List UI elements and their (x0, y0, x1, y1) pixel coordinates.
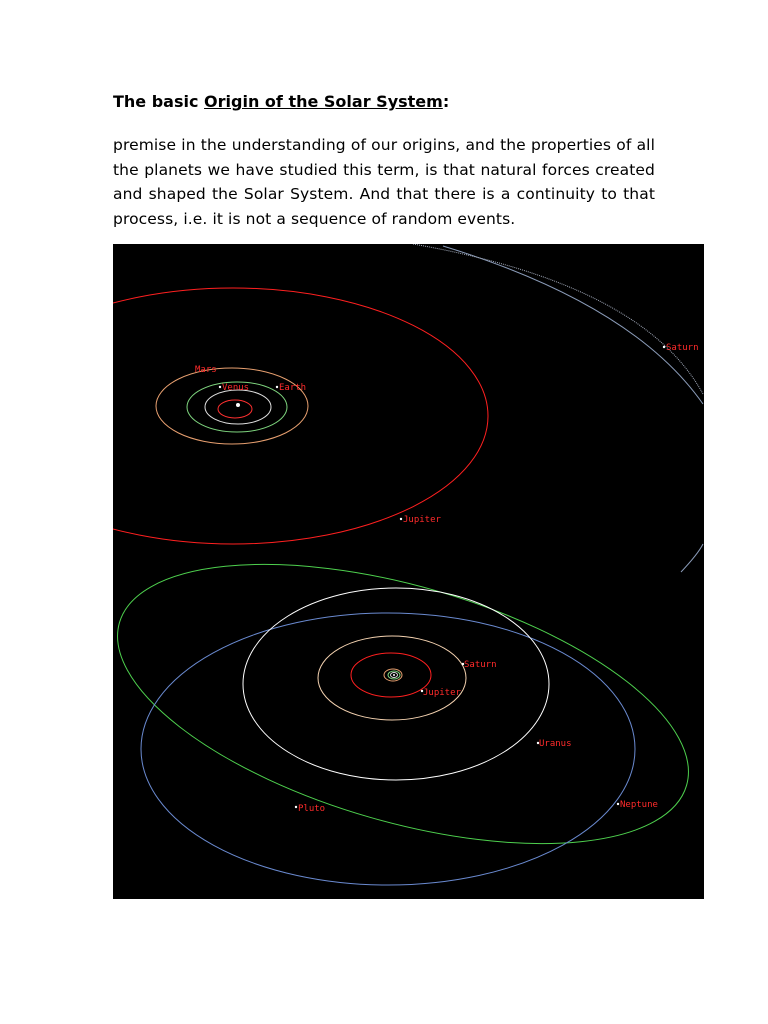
label-jupiter-upper: Jupiter (403, 515, 441, 525)
venus-dot-upper (219, 386, 221, 388)
jupiter-orbit-upper (113, 288, 488, 544)
neptune-orbit (141, 613, 635, 885)
heading-suffix: : (442, 92, 450, 111)
label-mars-upper: Mars (195, 365, 217, 375)
label-earth-upper: Earth (279, 383, 307, 393)
label-saturn-upper: Saturn (666, 343, 699, 353)
sun-lower (393, 674, 395, 676)
label-jupiter-lower: Jupiter (423, 688, 461, 698)
label-saturn-lower: Saturn (464, 660, 497, 670)
saturn-orbit-upper-arc (413, 244, 703, 394)
saturn-dot-upper (663, 346, 665, 348)
mars-orbit-upper (156, 368, 308, 444)
saturn-orbit-lower (318, 636, 466, 720)
page-heading (113, 92, 449, 111)
pluto-orbit (113, 509, 704, 898)
heading-link[interactable]: Origin of the Solar System (204, 92, 443, 111)
label-uranus: Uranus (539, 739, 572, 749)
uranus-orbit (243, 588, 549, 780)
pluto-dot (295, 806, 297, 808)
label-venus-upper: Venus (222, 383, 250, 393)
label-neptune: Neptune (620, 800, 658, 810)
label-pluto: Pluto (298, 804, 326, 814)
sun-upper (236, 403, 240, 407)
heading-prefix: The basic (113, 92, 205, 111)
outer-system-view (113, 509, 704, 898)
orbit-diagram-svg (113, 244, 704, 899)
jupiter-dot-upper (400, 518, 402, 520)
neptune-dot (617, 803, 619, 805)
inner-system-view (113, 244, 703, 572)
body-paragraph: premise in the understanding of our origins, and the properties of all the planets we have studied this term, is that natural forces created and shaped the Solar System. And that there is a continuity to that process, i.e. it is not a sequence of random events. (113, 136, 655, 228)
mercury-orbit-upper (218, 400, 252, 418)
earth-dot-upper (276, 386, 278, 388)
saturn-orbit-upper (443, 246, 703, 572)
solar-system-figure (113, 244, 704, 899)
